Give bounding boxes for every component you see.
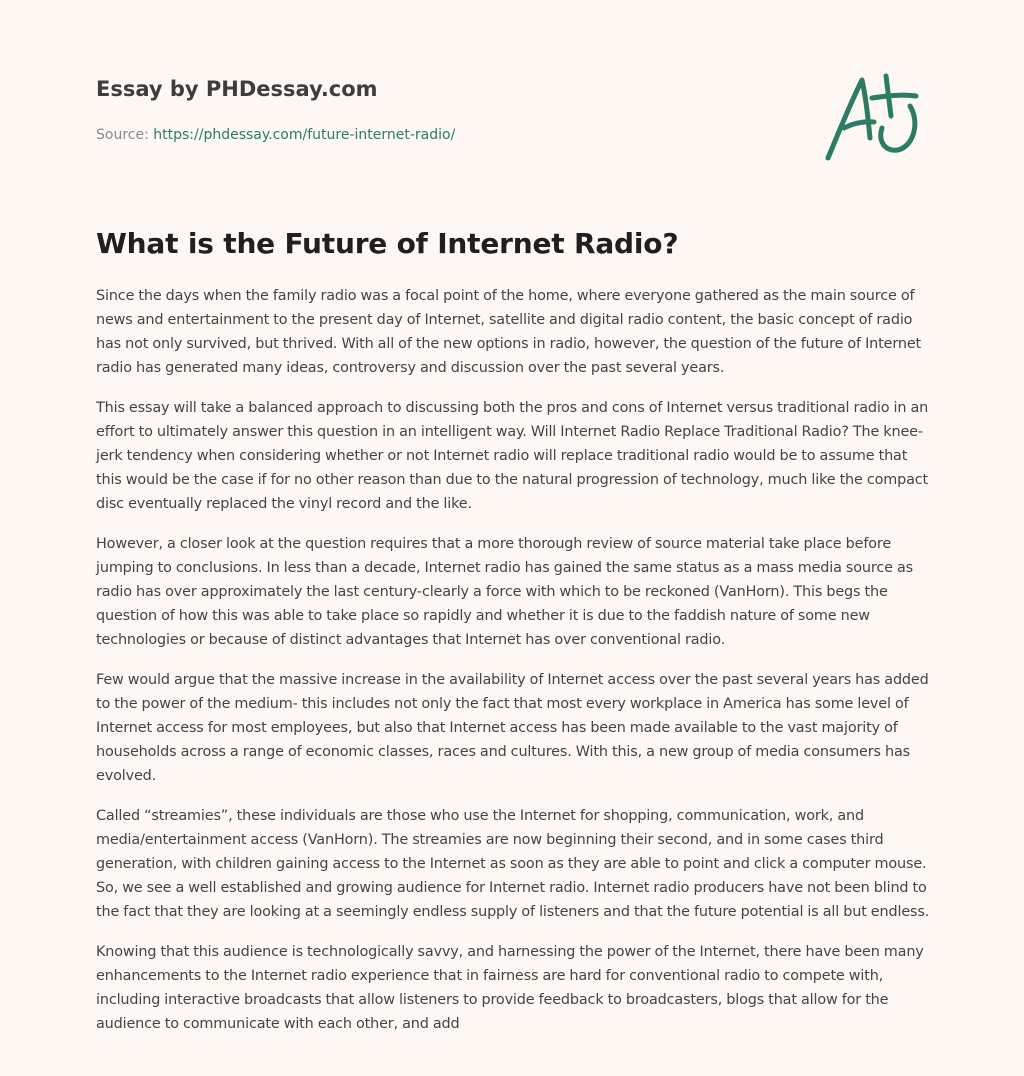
source-label: Source: — [96, 127, 154, 143]
essay-paragraph: Few would argue that the massive increase in the availability of Internet access over the past several years has added to the power of the medium- this includes not only the fact that most every workplace in America has some level of Internet access for most employees, but also that Internet access has been made available to the vast majority of households across a range of economic classes, races and cultures. With this, a new group of media consumers has evolved. — [96, 672, 929, 784]
essay-paragraph: This essay will take a balanced approach to discussing both the pros and cons of Internet versus traditional radio in an effort to ultimately answer this question in an intelligent way. Will Internet Radio Replace Traditional Radio? The knee-jerk tendency when considering whether or not Internet radio will replace traditional radio would be to assume that this would be the case if for no other reason than due to the natural progression of technology, much like the compact disc eventually replaced the vinyl record and the like. — [96, 400, 929, 512]
a-plus-logo — [822, 66, 926, 166]
essay-paragraph: However, a closer look at the question requires that a more thorough review of source material take place before jumping to conclusions. In less than a decade, Internet radio has gained the same status as a mass media source as radio has over approximately the last century-clearly a force with which to be reckoned (VanHorn). This begs the question of how this was able to take place so rapidly and whether it is due to the faddish nature of some new technologies or because of distinct advantages that Internet has over conventional radio. — [96, 536, 913, 648]
source-link[interactable]: https://phdessay.com/future-internet-radio/ — [153, 127, 456, 143]
essay-paragraph: Knowing that this audience is technologically savvy, and harnessing the power of the Internet, there have been many enhancements to the Internet radio experience that in fairness are hard for conventional radio to compete with, including interactive broadcasts that allow listeners to provide feedback to broadcasters, blogs that allow for the audience to communicate with each other, and add — [96, 944, 924, 1032]
essay-paragraph: Called “streamies”, these individuals are those who use the Internet for shopping, communication, work, and media/entertainment access (VanHorn). The streamies are now beginning their second, and in some cases third generation, with children gaining access to the Internet as soon as they are able to point and click a computer mouse. So, we see a well established and growing audience for Internet radio. Internet radio producers have not been blind to the fact that they are looking at a seemingly endless supply of listeners and that the future potential is all but endless. — [96, 808, 930, 920]
essay-title: What is the Future of Internet Radio? — [96, 227, 679, 260]
page-header — [96, 74, 796, 145]
site-brand: Essay by PHDessay.com — [96, 77, 378, 101]
source-line — [96, 125, 796, 145]
essay-paragraph: Since the days when the family radio was a focal point of the home, where everyone gathered as the main source of news and entertainment to the present day of Internet, satellite and digital radio content, the basic concept of radio has not only survived, but thrived. With all of the new options in radio, however, the question of the future of Internet radio has generated many ideas, controversy and discussion over the past several years. — [96, 288, 922, 376]
essay-body — [96, 284, 932, 1052]
